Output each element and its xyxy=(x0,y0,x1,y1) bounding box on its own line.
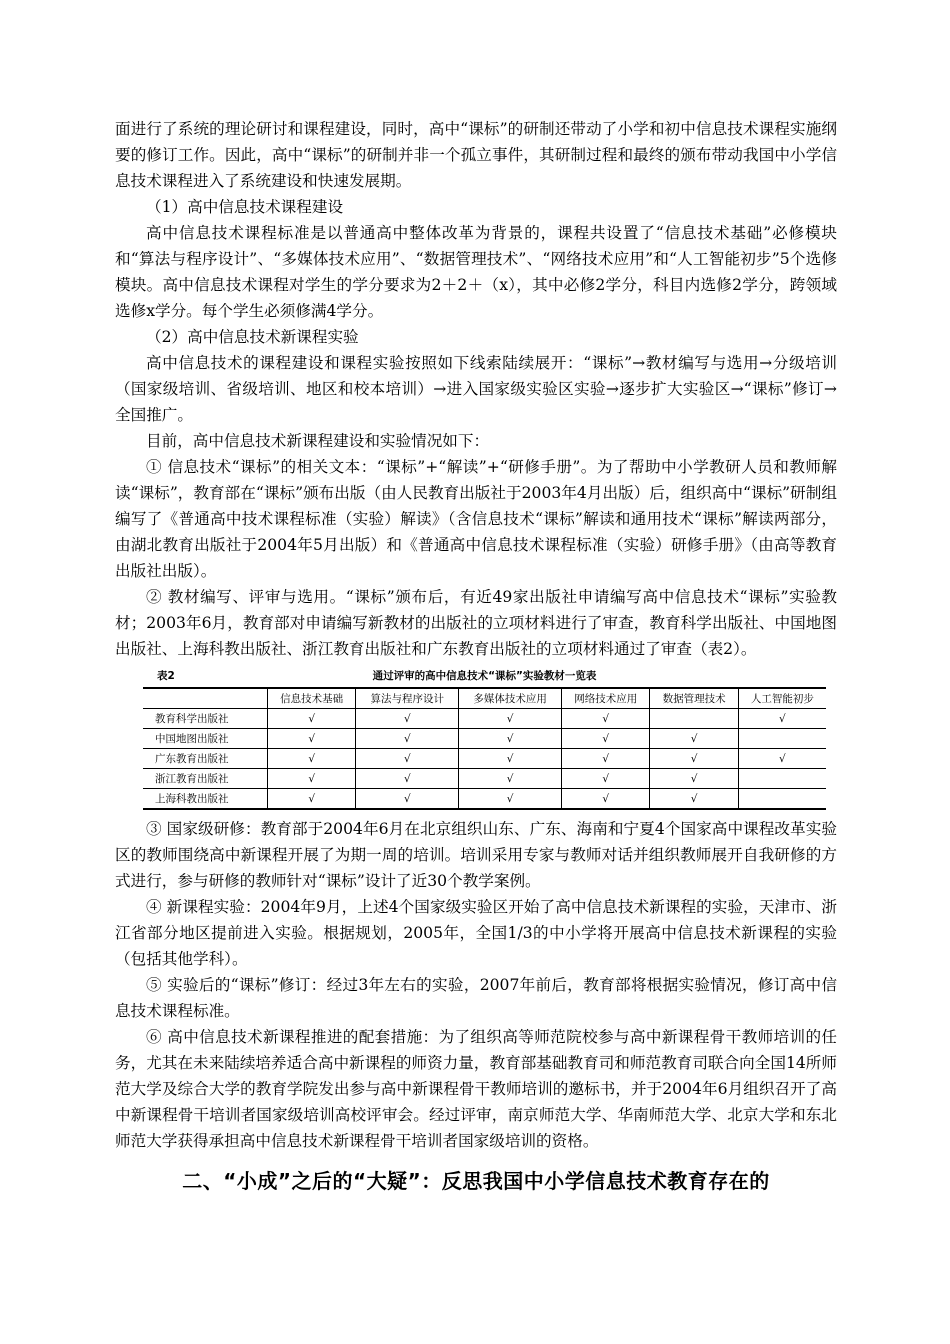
paragraph: ④ 新课程实验：2004年9月，上述4个国家级实验区开始了高中信息技术新课程的实验，天津市、浙江省部分地区提前进入实验。根据规划，2005年，全国1/3的中小学将开展高中信息技术新课程的实验（包括其他学科）。 xyxy=(115,898,837,968)
paragraph: 高中信息技术的课程建设和课程实验按照如下线索陆续展开：“课标”→教材编写与选用→分级培训（国家级培训、省级培训、地区和校本培训）→进入国家级实验区实验→逐步扩大实验区→“课标”修订→全国推广。 xyxy=(115,354,837,424)
table-header-cell: 算法与程序设计 xyxy=(356,688,459,709)
publisher-cell: 教育科学出版社 xyxy=(143,709,268,729)
table-row xyxy=(143,709,826,729)
table-label: 表2 xyxy=(157,670,175,682)
check-cell: √ xyxy=(356,789,459,810)
check-cell: √ xyxy=(650,729,738,749)
paragraph: 目前，高中信息技术新课程建设和实验情况如下： xyxy=(146,432,490,450)
textbook-table xyxy=(143,687,826,810)
check-cell: √ xyxy=(562,709,650,729)
check-cell: √ xyxy=(459,789,562,810)
publisher-cell: 浙江教育出版社 xyxy=(143,769,268,789)
section-heading: 二、“小成”之后的“大疑”：反思我国中小学信息技术教育存在的 xyxy=(182,1169,770,1193)
check-cell: √ xyxy=(268,769,356,789)
table-title: 通过评审的高中信息技术“课标”实验教材一览表 xyxy=(372,670,597,682)
table-header-cell: 多媒体技术应用 xyxy=(459,688,562,709)
table-2 xyxy=(143,667,826,810)
check-cell: √ xyxy=(268,709,356,729)
table-row xyxy=(143,769,826,789)
check-cell: √ xyxy=(738,709,826,729)
publisher-cell: 中国地图出版社 xyxy=(143,729,268,749)
subheading: （2）高中信息技术新课程实验 xyxy=(146,328,359,346)
publisher-cell: 广东教育出版社 xyxy=(143,749,268,769)
check-cell: √ xyxy=(356,749,459,769)
check-cell xyxy=(650,709,738,729)
check-cell: √ xyxy=(562,789,650,810)
paragraph: ⑤ 实验后的“课标”修订：经过3年左右的实验，2007年前后，教育部将根据实验情况，修订高中信息技术课程标准。 xyxy=(115,976,837,1020)
check-cell: √ xyxy=(268,749,356,769)
table-header-cell xyxy=(143,688,268,709)
check-cell: √ xyxy=(650,769,738,789)
check-cell: √ xyxy=(268,729,356,749)
subheading: （1）高中信息技术课程建设 xyxy=(146,198,344,216)
document-page xyxy=(115,116,837,1196)
paragraph: ③ 国家级研修：教育部于2004年6月在北京组织山东、广东、海南和宁夏4个国家高中课程改革实验区的教师围绕高中新课程开展了为期一周的培训。培训采用专家与教师对话并组织教师展开自我研修的方式进行，参与研修的教师针对“课标”设计了近30个教学案例。 xyxy=(115,820,837,890)
paragraph: 面进行了系统的理论研讨和课程建设，同时，高中“课标”的研制还带动了小学和初中信息技术课程实施纲要的修订工作。因此，高中“课标”的研制并非一个孤立事件，其研制过程和最终的颁布带动我国中小学信息技术课程进入了系统建设和快速发展期。 xyxy=(115,120,837,190)
table-header-row xyxy=(143,688,826,709)
check-cell xyxy=(738,729,826,749)
table-row xyxy=(143,729,826,749)
check-cell: √ xyxy=(356,709,459,729)
check-cell: √ xyxy=(562,749,650,769)
check-cell xyxy=(738,769,826,789)
check-cell: √ xyxy=(459,749,562,769)
check-cell: √ xyxy=(562,729,650,749)
table-header-cell: 信息技术基础 xyxy=(268,688,356,709)
check-cell: √ xyxy=(356,769,459,789)
check-cell xyxy=(738,789,826,810)
check-cell: √ xyxy=(268,789,356,810)
check-cell: √ xyxy=(459,769,562,789)
check-cell: √ xyxy=(459,709,562,729)
check-cell: √ xyxy=(650,789,738,810)
table-header-cell: 网络技术应用 xyxy=(562,688,650,709)
check-cell: √ xyxy=(562,769,650,789)
paragraph: ① 信息技术“课标”的相关文本：“课标”+“解读”+“研修手册”。为了帮助中小学教研人员和教师解读“课标”，教育部在“课标”颁布出版（由人民教育出版社于2003年4月出版）后，组织高中“课标”研制组编写了《普通高中技术课程标准（实验）解读》（含信息技术“课标”解读和通用技术“课标”解读两部分，由湖北教育出版社于2004年5月出版）和《普通高中信息技术课程标准（实验）研修手册》（由高等教育出版社出版）。 xyxy=(115,458,837,580)
table-caption xyxy=(143,667,826,687)
table-row xyxy=(143,749,826,769)
check-cell: √ xyxy=(738,749,826,769)
publisher-cell: 上海科教出版社 xyxy=(143,789,268,810)
table-header-cell: 人工智能初步 xyxy=(738,688,826,709)
check-cell: √ xyxy=(459,729,562,749)
paragraph: ⑥ 高中信息技术新课程推进的配套措施：为了组织高等师范院校参与高中新课程骨干教师培训的任务，尤其在未来陆续培养适合高中新课程的师资力量，教育部基础教育司和师范教育司联合向全国14所师范大学及综合大学的教育学院发出参与高中新课程骨干教师培训的邀标书，并于2004年6月组织召开了高中新课程骨干培训者国家级培训高校评审会。经过评审，南京师范大学、华南师范大学、北京大学和东北师范大学获得承担高中信息技术新课程骨干培训者国家级培训的资格。 xyxy=(115,1028,837,1150)
check-cell: √ xyxy=(650,749,738,769)
table-row xyxy=(143,789,826,810)
paragraph: ② 教材编写、评审与选用。“课标”颁布后，有近49家出版社申请编写高中信息技术“课标”实验教材；2003年6月，教育部对申请编写新教材的出版社的立项材料进行了审查，教育科学出版社、中国地图出版社、上海科教出版社、浙江教育出版社和广东教育出版社的立项材料通过了审查（表2）。 xyxy=(115,588,837,658)
paragraph: 高中信息技术课程标准是以普通高中整体改革为背景的，课程共设置了“信息技术基础”必修模块和“算法与程序设计”、“多媒体技术应用”、“数据管理技术”、“网络技术应用”和“人工智能初步”5个选修模块。高中信息技术课程对学生的学分要求为2＋2＋（x），其中必修2学分，科目内选修2学分，跨领域选修x学分。每个学生必须修满4学分。 xyxy=(115,224,837,320)
check-cell: √ xyxy=(356,729,459,749)
table-header-cell: 数据管理技术 xyxy=(650,688,738,709)
